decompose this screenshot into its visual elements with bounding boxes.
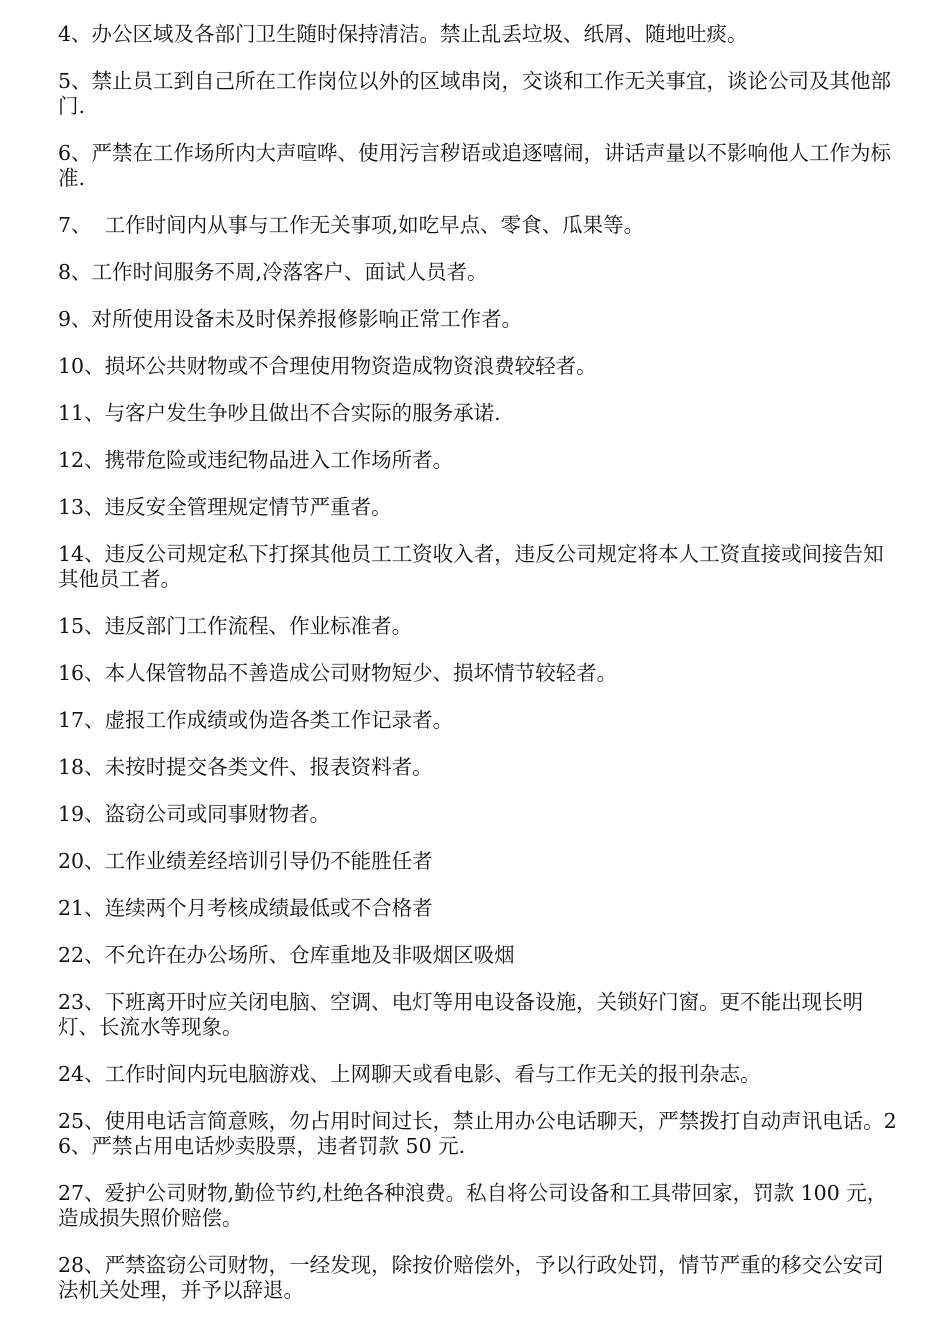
rule-item: 22、不允许在办公场所、仓库重地及非吸烟区吸烟 bbox=[58, 943, 515, 967]
rule-item: 19、盗窃公司或同事财物者。 bbox=[58, 802, 331, 826]
rule-item: 24、工作时间内玩电脑游戏、上网聊天或看电影、看与工作无关的报刊杂志。 bbox=[58, 1062, 761, 1086]
rule-item: 15、违反部门工作流程、作业标准者。 bbox=[58, 614, 413, 638]
rule-item: 20、工作业绩差经培训引导仍不能胜任者 bbox=[58, 849, 433, 873]
rule-item: 13、违反安全管理规定情节严重者。 bbox=[58, 495, 392, 519]
rule-item: 5、禁止员工到自己所在工作岗位以外的区域串岗，交谈和工作无关事宜，谈论公司及其他部门. bbox=[58, 69, 892, 118]
rule-item: 4、办公区域及各部门卫生随时保持清洁。禁止乱丢垃圾、纸屑、随地吐痰。 bbox=[58, 22, 748, 46]
rule-item: 17、虚报工作成绩或伪造各类工作记录者。 bbox=[58, 708, 454, 732]
rule-item: 12、携带危险或违纪物品进入工作场所者。 bbox=[58, 448, 454, 472]
rule-item: 10、损坏公共财物或不合理使用物资造成物资浪费较轻者。 bbox=[58, 354, 597, 378]
rule-item: 6、严禁在工作场所内大声喧哗、使用污言秽语或追逐嘻闹，讲话声量以不影响他人工作为标准. bbox=[58, 141, 892, 190]
rule-item: 7、 工作时间内从事与工作无关事项,如吃早点、零食、瓜果等。 bbox=[58, 213, 645, 237]
rule-item: 27、爱护公司财物,勤俭节约,杜绝各种浪费。私自将公司设备和工具带回家，罚款 100 元，造成损失照价赔偿。 bbox=[58, 1181, 888, 1230]
rule-item: 28、严禁盗窃公司财物，一经发现，除按价赔偿外，予以行政处罚，情节严重的移交公安司法机关处理，并予以辞退。 bbox=[58, 1253, 884, 1302]
rule-item: 9、对所使用设备未及时保养报修影响正常工作者。 bbox=[58, 307, 523, 331]
rule-item: 25、使用电话言简意赅，勿占用时间过长，禁止用办公电话聊天，严禁拨打自动声讯电话。26、严禁占用电话炒卖股票，违者罚款 50 元. bbox=[58, 1109, 897, 1158]
rule-item: 21、连续两个月考核成绩最低或不合格者 bbox=[58, 896, 433, 920]
document-page bbox=[58, 22, 898, 1325]
rule-item: 14、违反公司规定私下打探其他员工工资收入者，违反公司规定将本人工资直接或间接告知其他员工者。 bbox=[58, 542, 884, 591]
rule-item: 8、工作时间服务不周,冷落客户、面试人员者。 bbox=[58, 260, 488, 284]
rule-item: 16、本人保管物品不善造成公司财物短少、损坏情节较轻者。 bbox=[58, 661, 618, 685]
rule-item: 11、与客户发生争吵且做出不合实际的服务承诺. bbox=[58, 401, 501, 425]
rule-item: 23、下班离开时应关闭电脑、空调、电灯等用电设备设施，关锁好门窗。更不能出现长明灯、长流水等现象。 bbox=[58, 990, 864, 1039]
rule-item: 18、未按时提交各类文件、报表资料者。 bbox=[58, 755, 433, 779]
